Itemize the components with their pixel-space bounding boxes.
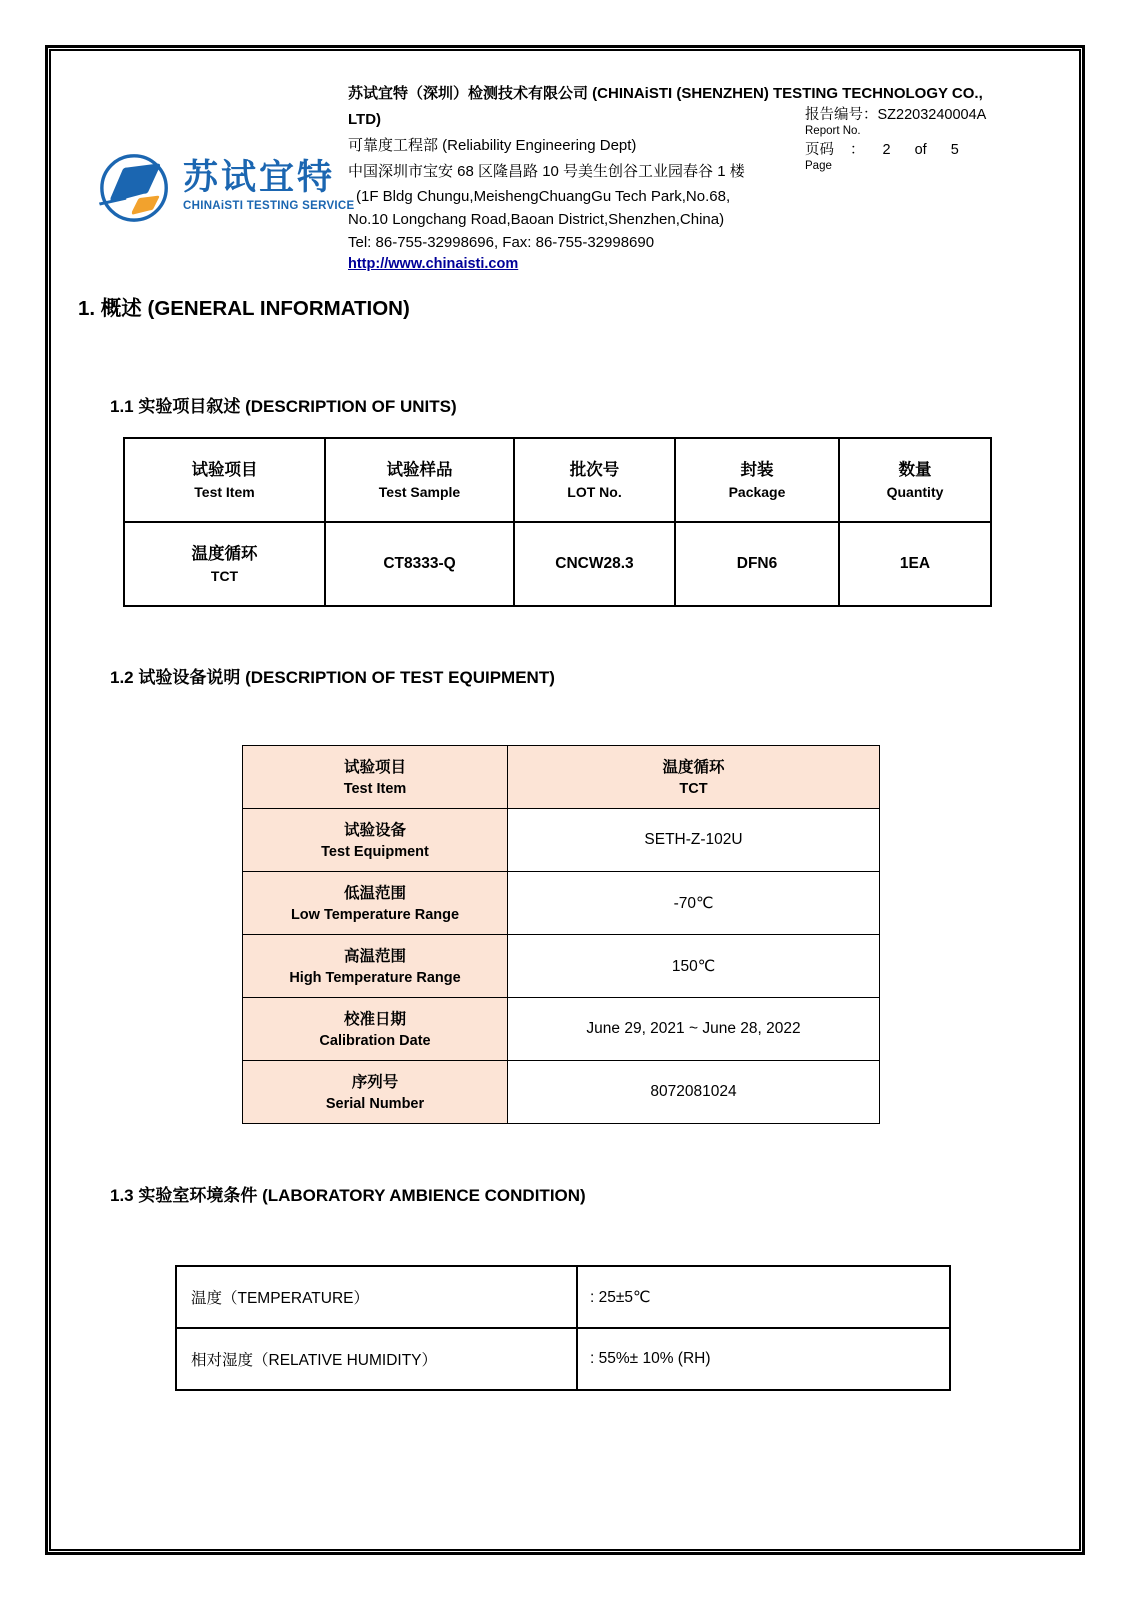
- page-row: [805, 142, 1055, 159]
- equip-value-high-temp: 150℃: [508, 935, 880, 998]
- page-label-en: Page: [805, 160, 832, 172]
- website-link[interactable]: http://www.chinaisti.com: [348, 256, 519, 272]
- units-table-header-row: [124, 438, 991, 522]
- company-logo-icon: [97, 147, 175, 225]
- address-en-line2: No.10 Longchang Road,Baoan District,Shenzhen,China): [348, 211, 725, 228]
- company-name-line1: 苏试宜特（深圳）检测技术有限公司 (CHINAiSTI (SHENZHEN) TESTING TECHNOLOGY CO.,: [348, 85, 983, 102]
- report-no-row: [805, 107, 1055, 124]
- equip-label-calibration-date: 校准日期 Calibration Date: [243, 998, 508, 1061]
- page-border: [45, 45, 1085, 1555]
- units-header-lot-no: 批次号 LOT No.: [514, 438, 675, 522]
- page-label-cn: 页码: [805, 142, 834, 158]
- company-name-line2: LTD): [348, 111, 382, 128]
- equip-label-high-temp: 高温范围 High Temperature Range: [243, 935, 508, 998]
- equip-label-serial-number: 序列号 Serial Number: [243, 1061, 508, 1124]
- ambience-value-temperature: : 25±5℃: [577, 1266, 950, 1328]
- equip-value-calibration-date: June 29, 2021 ~ June 28, 2022: [508, 998, 880, 1061]
- equip-label-low-temp: 低温范围 Low Temperature Range: [243, 872, 508, 935]
- units-cell-quantity: 1EA: [839, 522, 991, 606]
- units-header-test-item: 试验项目 Test Item: [124, 438, 325, 522]
- ambience-label-temperature: 温度（TEMPERATURE）: [176, 1266, 577, 1328]
- address-en-line1: (1F Bldg Chungu,MeishengChuangGu Tech Park,No.68,: [356, 188, 731, 205]
- units-table-data-row: [124, 522, 991, 606]
- report-page: [51, 51, 1079, 1549]
- equipment-row-low-temp: [243, 872, 880, 935]
- ambience-label-humidity: 相对湿度（RELATIVE HUMIDITY）: [176, 1328, 577, 1390]
- units-cell-test-sample: CT8333-Q: [325, 522, 514, 606]
- ambience-row-humidity: [176, 1328, 950, 1390]
- equip-value-low-temp: -70℃: [508, 872, 880, 935]
- brand-name-cn: 苏试宜特: [183, 158, 336, 198]
- report-info: [805, 107, 1055, 177]
- equip-label-test-item: 试验项目 Test Item: [243, 746, 508, 809]
- report-no-label-en: Report No.: [805, 125, 861, 137]
- ambience-row-temperature: [176, 1266, 950, 1328]
- units-header-quantity: 数量 Quantity: [839, 438, 991, 522]
- page-border-inner: [49, 49, 1081, 1551]
- department-line: 可靠度工程部 (Reliability Engineering Dept): [348, 137, 637, 154]
- report-no-label-cn: 报告编号：: [805, 107, 878, 123]
- equip-value-test-equipment: SETH-Z-102U: [508, 809, 880, 872]
- units-table: [123, 437, 992, 607]
- equip-value-serial-number: 8072081024: [508, 1061, 880, 1124]
- page-value: 2 of 5: [882, 142, 959, 158]
- equipment-row-serial-number: [243, 1061, 880, 1124]
- units-header-test-sample: 试验样品 Test Sample: [325, 438, 514, 522]
- equipment-row-test-item: [243, 746, 880, 809]
- brand-name-en: CHINAiSTI TESTING SERVICE: [183, 199, 355, 212]
- equipment-row-high-temp: [243, 935, 880, 998]
- units-cell-package: DFN6: [675, 522, 839, 606]
- section-1-2-title: 1.2 试验设备说明 (DESCRIPTION OF TEST EQUIPMENT): [110, 668, 555, 687]
- equipment-table: [242, 745, 880, 1124]
- units-cell-test-item: 温度循环 TCT: [124, 522, 325, 606]
- report-no-value: SZ2203240004A: [877, 107, 987, 123]
- units-header-package: 封装 Package: [675, 438, 839, 522]
- equipment-row-test-equipment: [243, 809, 880, 872]
- tel-fax-line: Tel: 86-755-32998696, Fax: 86-755-32998690: [348, 234, 655, 251]
- equip-label-test-equipment: 试验设备 Test Equipment: [243, 809, 508, 872]
- ambience-value-humidity: : 55%± 10% (RH): [577, 1328, 950, 1390]
- section-1-3-title: 1.3 实验室环境条件 (LABORATORY AMBIENCE CONDITION): [110, 1186, 586, 1205]
- address-cn: 中国深圳市宝安 68 区隆昌路 10 号美生创谷工业园春谷 1 楼: [348, 163, 745, 180]
- page-separator: ：: [850, 142, 865, 158]
- ambience-table: [175, 1265, 951, 1391]
- section-1-1-title: 1.1 实验项目叙述 (DESCRIPTION OF UNITS): [110, 397, 457, 416]
- units-cell-lot-no: CNCW28.3: [514, 522, 675, 606]
- equipment-row-calibration-date: [243, 998, 880, 1061]
- section-1-title: 1. 概述 (GENERAL INFORMATION): [78, 297, 410, 320]
- equip-value-test-item: 温度循环 TCT: [508, 746, 880, 809]
- company-logo: [97, 147, 355, 225]
